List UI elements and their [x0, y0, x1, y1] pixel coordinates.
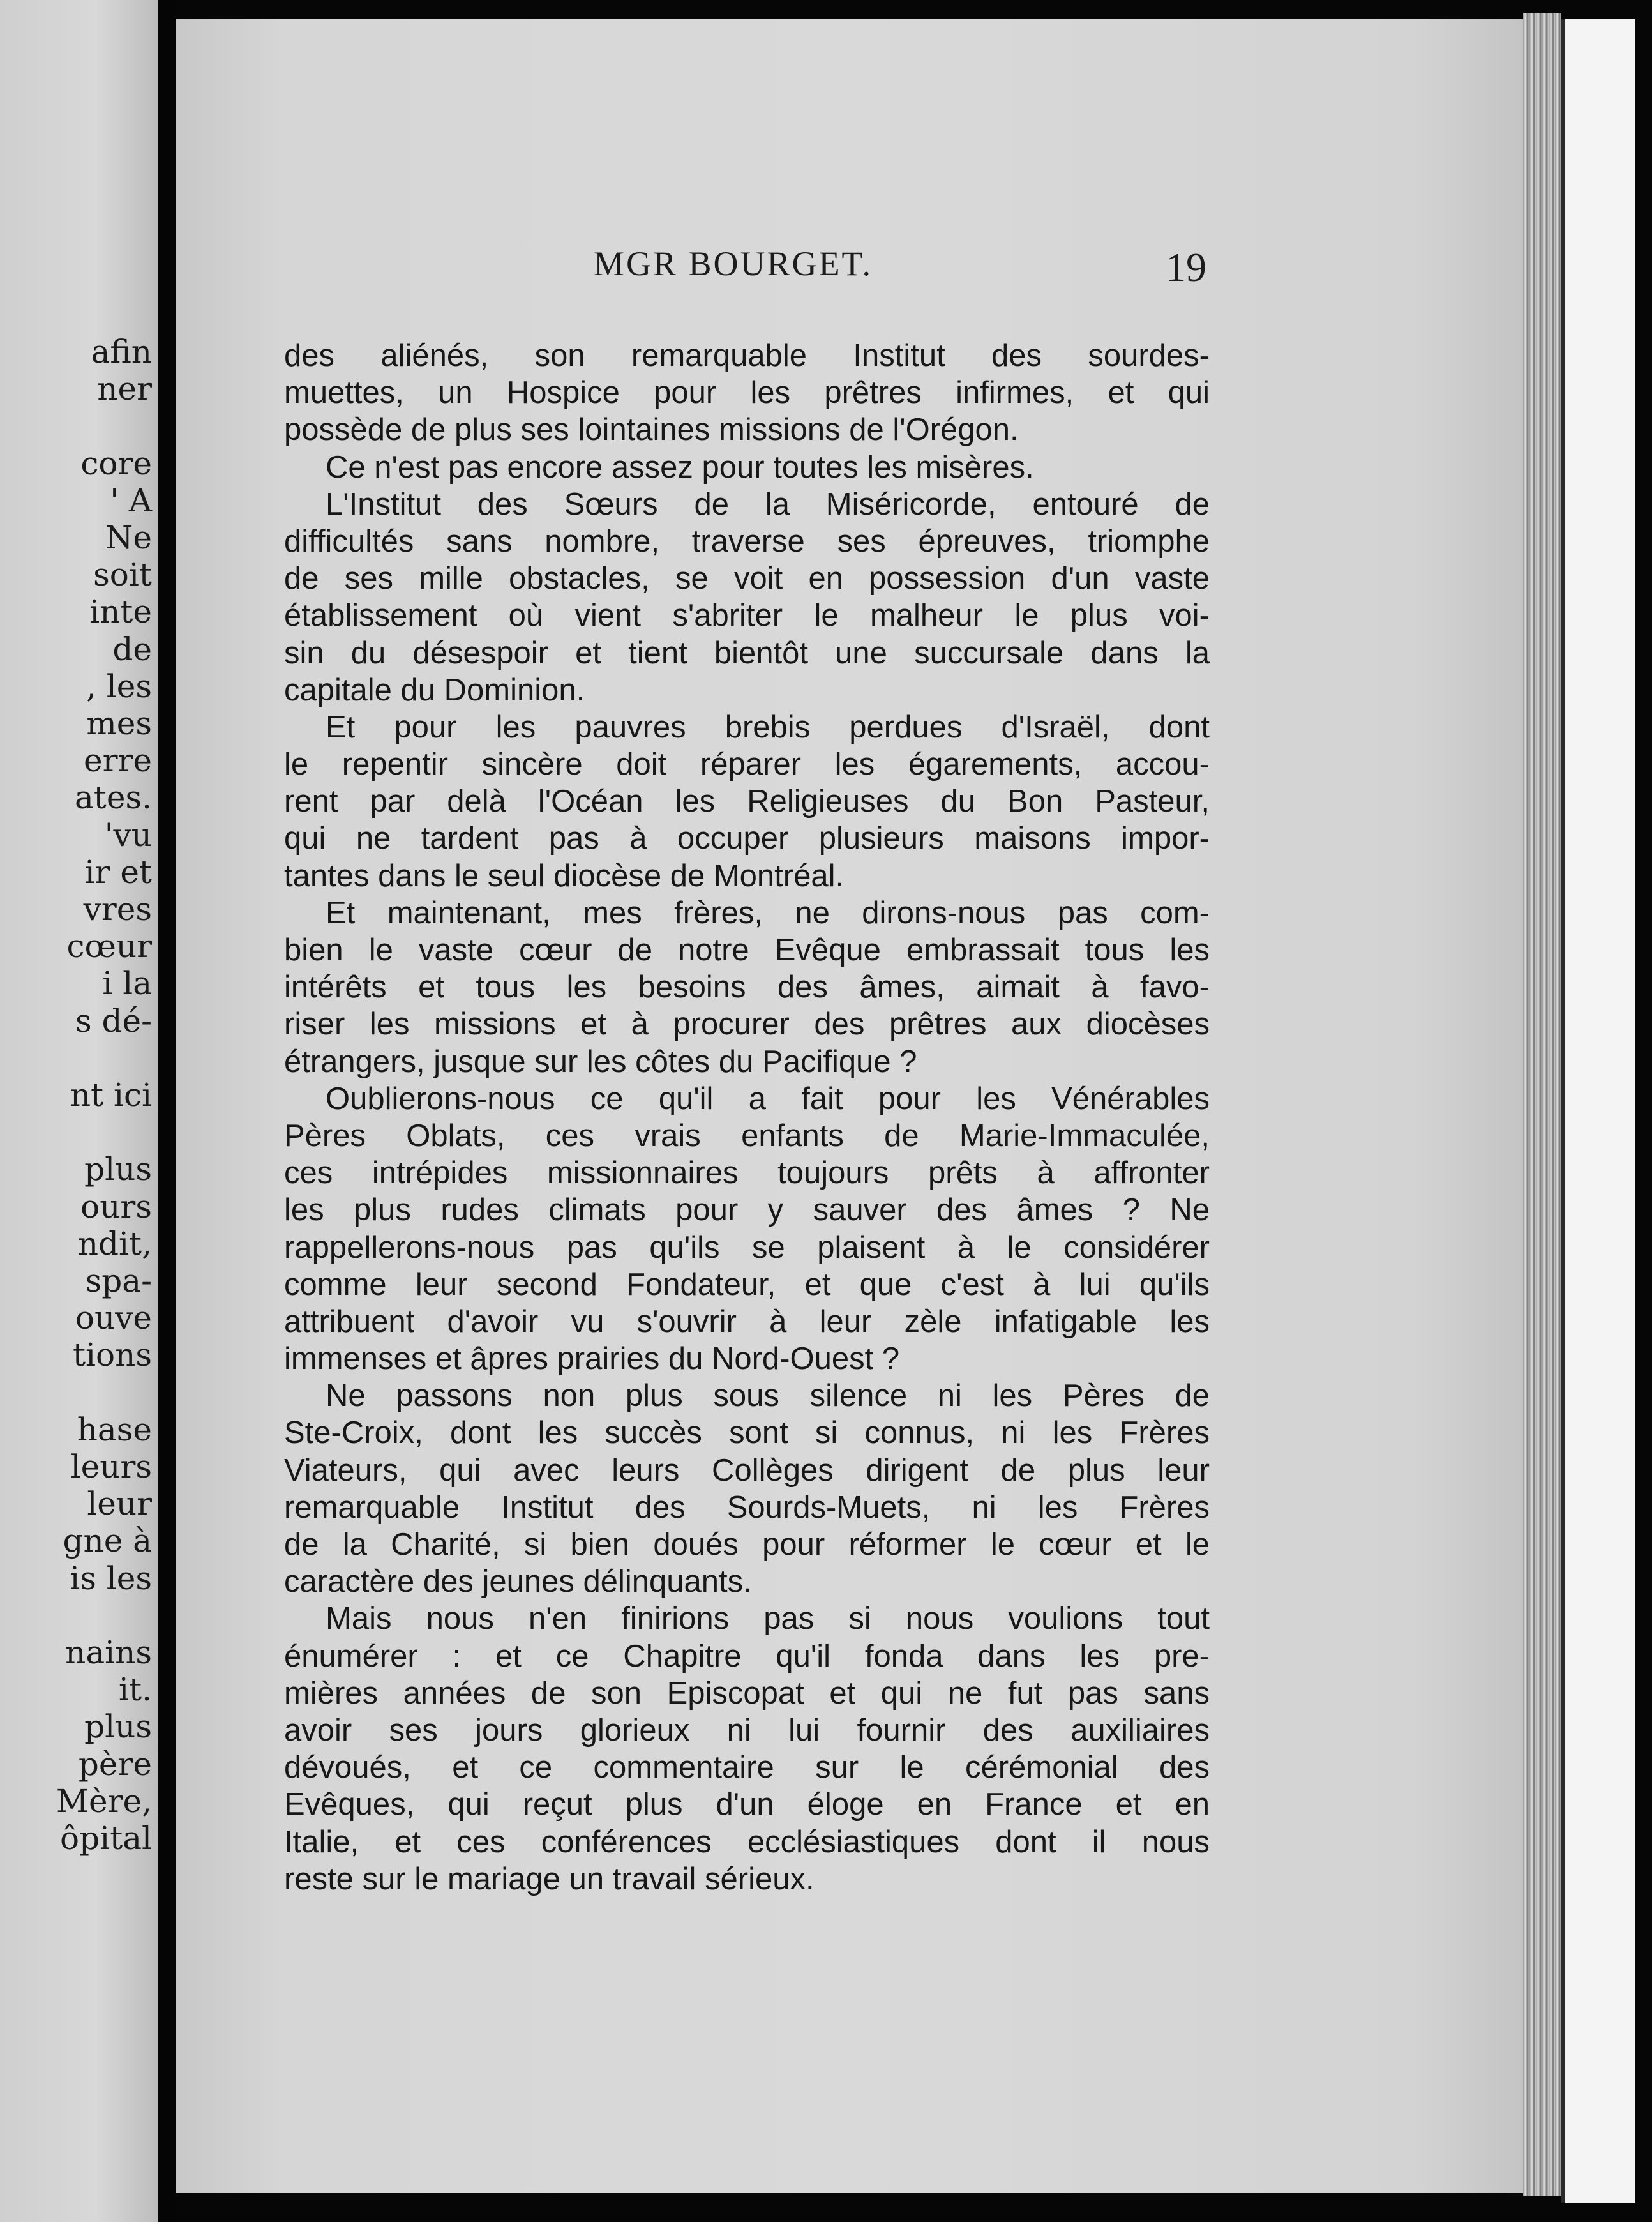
running-head: MGR BOURGET. [594, 245, 873, 283]
text-line: les plus rudes climats pour y sauver des âmes ? Ne [284, 1193, 1210, 1228]
left-page-fragment: nt ici [70, 1077, 152, 1114]
left-page-fragment: Mère, [56, 1782, 152, 1820]
left-page-fragment: gne à [63, 1522, 152, 1560]
left-page-fragment: leurs [70, 1448, 152, 1485]
left-page-fragment: ndit, [77, 1225, 152, 1262]
text-line: reste sur le mariage un travail sérieux. [284, 1861, 815, 1896]
left-page-fragment: ir et [84, 853, 152, 891]
text-line: établissement où vient s'abriter le malheur le plus voi- [284, 598, 1210, 633]
left-page-fragment: plus [84, 1708, 152, 1746]
text-line: Et pour les pauvres brebis perdues d'Israël, dont [326, 709, 1210, 744]
left-page-fragment: s dé- [75, 1002, 152, 1039]
text-line: Ste-Croix, dont les succès sont si connus, ni les Frères [284, 1416, 1210, 1451]
left-page-fragment: hase [77, 1410, 152, 1448]
text-line: des aliénés, son remarquable Institut des sourdes- [284, 338, 1210, 373]
left-page-fragment: inte [89, 593, 152, 631]
left-page-fragment: cœur [66, 928, 152, 965]
text-line: dévoués, et ce commentaire sur le cérémonial des [284, 1750, 1210, 1785]
text-line: L'Institut des Sœurs de la Miséricorde, entouré de [326, 487, 1210, 522]
left-page-fragment: , les [86, 667, 152, 705]
text-line: immenses et âpres prairies du Nord-Ouest ? [284, 1342, 900, 1377]
left-page-fragment: ' A [110, 481, 152, 519]
text-line: comme leur second Fondateur, et que c'est à lui qu'ils [284, 1267, 1210, 1302]
left-page-fragment: core [80, 444, 152, 482]
left-page-fragment: ouve [75, 1299, 152, 1337]
text-line: ces intrépides missionnaires toujours prêts à affronter [284, 1156, 1210, 1191]
page-header [587, 244, 1219, 295]
text-line: énumérer : et ce Chapitre qu'il fonda dans les pre- [284, 1638, 1210, 1674]
text-line: Ce n'est pas encore assez pour toutes les misères. [326, 450, 1034, 485]
text-line: mières années de son Episcopat et qui ne fut pas sans [284, 1675, 1210, 1711]
text-line: de ses mille obstacles, se voit en possession d'un vaste [284, 561, 1210, 596]
left-page-fragment: père [78, 1745, 152, 1783]
left-page-fragment: leur [87, 1485, 152, 1523]
text-line: sin du désespoir et tient bientôt une succursale dans la [284, 635, 1210, 670]
text-line: remarquable Institut des Sourds-Muets, ni les Frères [284, 1490, 1210, 1525]
left-facing-page [0, 0, 158, 2222]
text-line: le repentir sincère doit réparer les égarements, accou- [284, 747, 1210, 782]
left-page-fragment: nains [65, 1634, 152, 1671]
left-page-fragment: Ne [105, 519, 152, 556]
left-page-fragment: erre [84, 742, 152, 780]
left-page-fragment: vres [83, 891, 152, 928]
text-line: tantes dans le seul diocèse de Montréal. [284, 858, 845, 893]
left-page-fragment: ates. [74, 779, 152, 817]
left-page-fragment: soit [93, 556, 152, 594]
text-line: Evêques, qui reçut plus d'un éloge en France et en [284, 1787, 1210, 1822]
text-line: riser les missions et à procurer des prêtres aux diocèses [284, 1007, 1210, 1042]
body-text [284, 337, 1210, 1898]
text-line: Italie, et ces conférences ecclésiastiques dont il nous [284, 1824, 1210, 1859]
left-page-fragment: is les [70, 1559, 152, 1597]
scan-margin [1561, 19, 1635, 2203]
left-page-fragment: it. [119, 1671, 152, 1709]
text-line: caractère des jeunes délinquants. [284, 1564, 752, 1599]
left-page-fragment: mes [86, 705, 152, 742]
left-page-fragment: i la [102, 965, 152, 1002]
text-line: possède de plus ses lointaines missions de l'Orégon. [284, 412, 1019, 448]
text-line: difficultés sans nombre, traverse ses épreuves, triomphe [284, 524, 1210, 559]
left-page-fragment: ours [80, 1188, 152, 1225]
left-page-fragment: de [112, 630, 152, 668]
text-line: Pères Oblats, ces vrais enfants de Marie-Immaculée, [284, 1118, 1210, 1153]
left-page-fragment: ôpital [60, 1820, 152, 1857]
page-number: 19 [1166, 245, 1206, 290]
text-line: bien le vaste cœur de notre Evêque embrassait tous les [284, 933, 1210, 967]
left-page-fragment: afin [91, 333, 152, 370]
text-line: rent par delà l'Océan les Religieuses du Bon Pasteur, [284, 784, 1210, 819]
left-page-fragment: ner [97, 370, 152, 408]
text-line: attribuent d'avoir vu s'ouvrir à leur zèle infatigable les [284, 1304, 1210, 1339]
text-line: Oublierons-nous ce qu'il a fait pour les Vénérables [326, 1081, 1210, 1116]
left-page-fragment: spa- [85, 1262, 152, 1299]
text-line: qui ne tardent pas à occuper plusieurs maisons impor- [284, 821, 1210, 856]
text-line: avoir ses jours glorieux ni lui fournir des auxiliaires [284, 1712, 1210, 1748]
text-line: muettes, un Hospice pour les prêtres infirmes, et qui [284, 375, 1210, 411]
text-line: Mais nous n'en finirions pas si nous voulions tout [326, 1601, 1210, 1636]
left-page-fragment: 'vu [104, 816, 152, 854]
text-line: Et maintenant, mes frères, ne dirons-nous pas com- [326, 895, 1210, 930]
text-line: Viateurs, qui avec leurs Collèges dirigent de plus leur [284, 1453, 1210, 1488]
text-line: de la Charité, si bien doués pour réformer le cœur et le [284, 1527, 1210, 1562]
text-line: rappellerons-nous pas qu'ils se plaisent à le considérer [284, 1230, 1210, 1265]
left-page-fragment: tions [72, 1336, 152, 1374]
text-line: intérêts et tous les besoins des âmes, aimait à favo- [284, 970, 1210, 1005]
page-edges [1523, 13, 1561, 2196]
book-gutter [158, 0, 176, 2222]
text-line: étrangers, jusque sur les côtes du Pacifique ? [284, 1044, 917, 1079]
left-page-fragment: plus [84, 1151, 152, 1188]
text-line: capitale du Dominion. [284, 672, 585, 707]
text-line: Ne passons non plus sous silence ni les Pères de [326, 1379, 1210, 1414]
